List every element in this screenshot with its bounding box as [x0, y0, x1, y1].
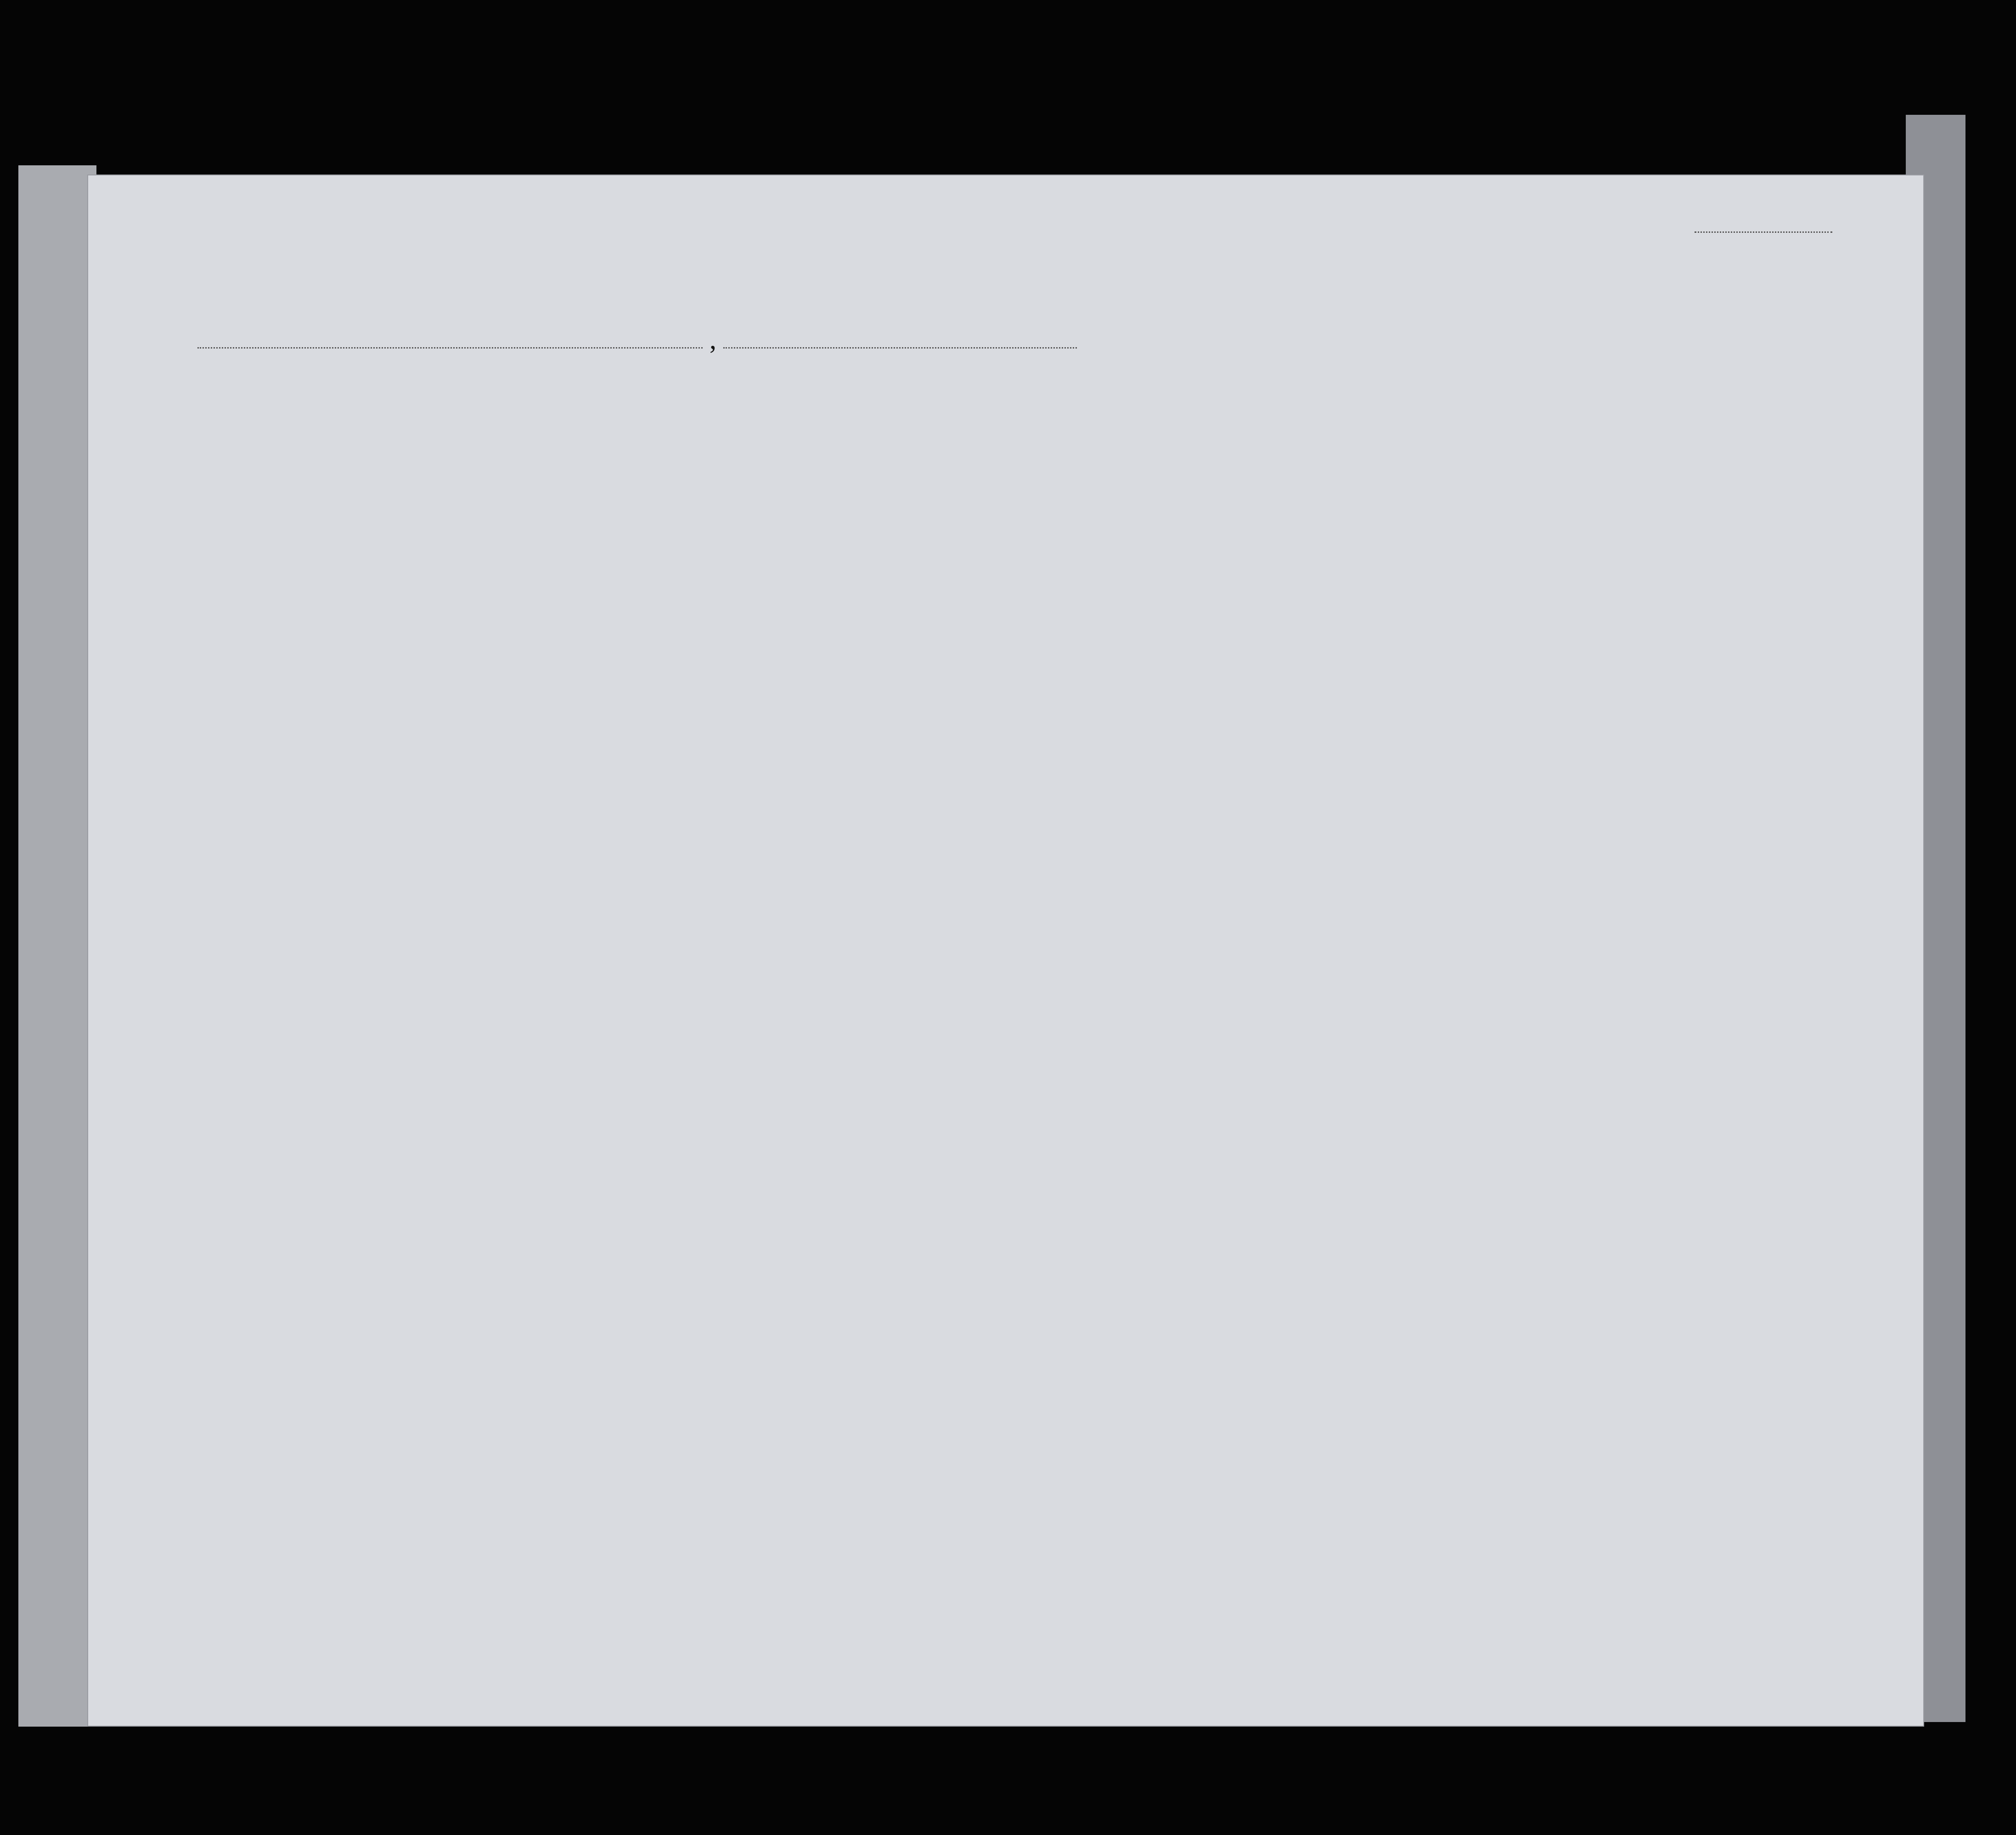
- header-purpose-length: [1215, 434, 1238, 521]
- header-purpose-return: [1177, 434, 1202, 521]
- header-purpose-citizen: [1245, 434, 1268, 521]
- header-overthrow: [1371, 413, 1414, 523]
- header-labor-offer: [1414, 413, 1451, 523]
- header-arrested: [1473, 413, 1492, 523]
- header-prison: [1277, 413, 1311, 523]
- arriving-line: ,: [197, 324, 1077, 355]
- header-excluded: [1452, 413, 1470, 523]
